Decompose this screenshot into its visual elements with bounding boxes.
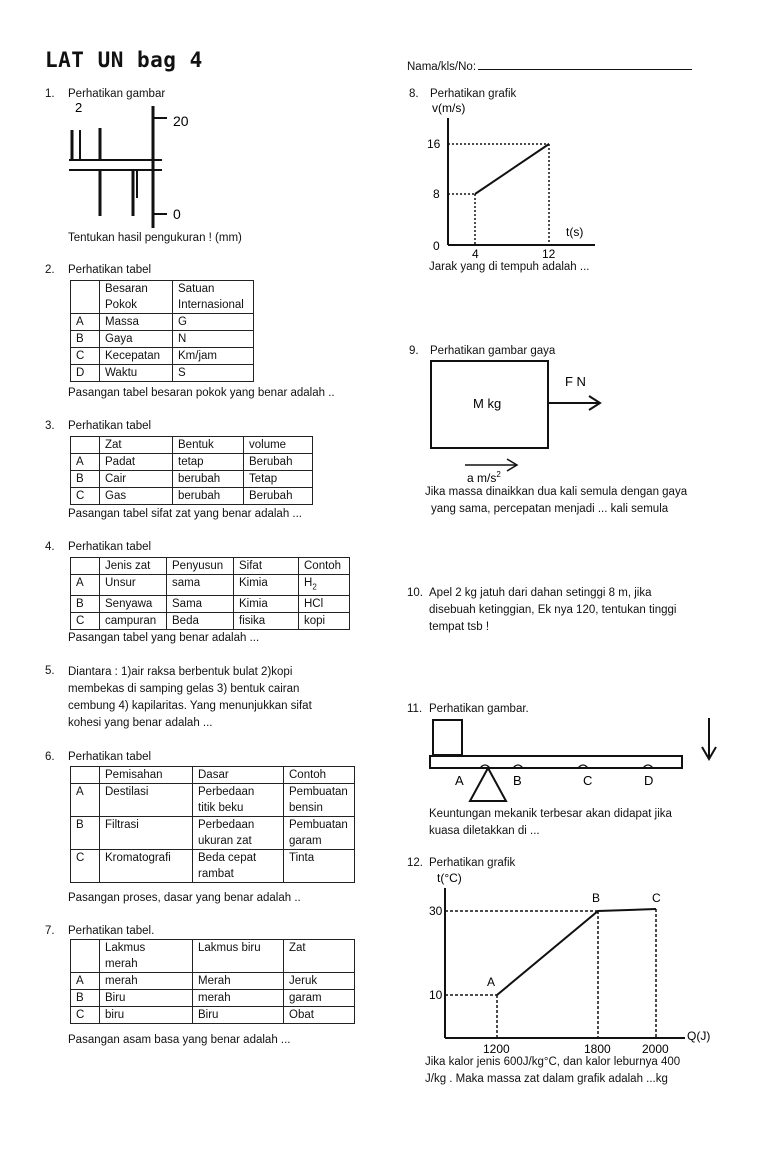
table-cell: Obat bbox=[284, 1007, 355, 1024]
q12-point-b: B bbox=[592, 891, 601, 905]
table-header-row bbox=[71, 940, 355, 973]
table-row bbox=[71, 575, 350, 596]
name-label: Nama/kls/No: bbox=[407, 61, 477, 73]
q5-text bbox=[68, 664, 312, 732]
table-cell: Gas bbox=[100, 488, 173, 505]
table-cell: kopi bbox=[299, 613, 350, 630]
q9-question bbox=[425, 484, 687, 518]
q1-prompt: Perhatikan gambar bbox=[68, 88, 166, 100]
table-cell: Tetap bbox=[244, 471, 313, 488]
table-header-cell: Zat bbox=[100, 437, 173, 454]
page-title: LAT UN bag 4 bbox=[45, 48, 203, 72]
table-cell: Pembuatan garam bbox=[284, 817, 355, 850]
q8-x4: 4 bbox=[472, 247, 479, 260]
q9-line: Jika massa dinaikkan dua kali semula dengan gaya bbox=[425, 486, 688, 498]
q3-question: Pasangan tabel sifat zat yang benar adalah ... bbox=[68, 508, 302, 520]
table-cell: $H_2$ bbox=[299, 575, 350, 596]
q10-line: Apel 2 kg jatuh dari dahan setinggi 8 m, jika bbox=[429, 587, 652, 599]
q11-point-d: D bbox=[644, 773, 654, 788]
q11-number: 11. bbox=[407, 703, 423, 715]
table-cell: Destilasi bbox=[100, 784, 193, 817]
table-cell: merah bbox=[193, 990, 284, 1007]
table-cell bbox=[71, 940, 100, 973]
q2-prompt: Perhatikan tabel bbox=[68, 264, 152, 276]
table-cell: C bbox=[71, 488, 100, 505]
table-cell: S bbox=[173, 365, 254, 382]
q7-prompt: Perhatikan tabel. bbox=[68, 925, 155, 937]
q12-x1800: 1800 bbox=[584, 1042, 611, 1056]
q11-line: Keuntungan mekanik terbesar akan didapat jika bbox=[429, 808, 672, 820]
q8-velocity-graph bbox=[420, 100, 600, 260]
q12-heating-curve bbox=[497, 909, 656, 995]
q6-table bbox=[70, 766, 355, 883]
q4-number: 4. bbox=[45, 541, 55, 553]
table-row bbox=[71, 365, 254, 382]
q12-xlabel: Q(J) bbox=[687, 1029, 711, 1043]
table-row bbox=[71, 471, 313, 488]
q5-line: Diantara : 1)air raksa berbentuk bulat 2)kopi bbox=[68, 666, 293, 678]
table-header-cell: Jenis zat bbox=[100, 558, 167, 575]
q8-origin: 0 bbox=[433, 239, 440, 253]
table-cell: Gaya bbox=[100, 331, 173, 348]
table-cell: Massa bbox=[100, 314, 173, 331]
q11-lever-figure bbox=[425, 715, 725, 805]
table-cell: Padat bbox=[100, 454, 173, 471]
q6-number: 6. bbox=[45, 751, 55, 763]
table-cell: Km/jam bbox=[173, 348, 254, 365]
q3-table bbox=[70, 436, 313, 505]
table-header-row bbox=[71, 558, 350, 575]
q8-number: 8. bbox=[409, 88, 419, 100]
table-cell bbox=[71, 281, 100, 314]
q10-line: disebuah ketinggian, Ek nya 120, tentukan tinggi bbox=[429, 604, 677, 616]
q1-number: 1. bbox=[45, 88, 55, 100]
table-cell: B bbox=[71, 471, 100, 488]
table-cell: Waktu bbox=[100, 365, 173, 382]
q11-prompt: Perhatikan gambar. bbox=[429, 703, 529, 715]
table-cell: Merah bbox=[193, 973, 284, 990]
q1-label-20: 20 bbox=[173, 113, 189, 129]
q8-prompt: Perhatikan grafik bbox=[430, 88, 517, 100]
table-cell: berubah bbox=[173, 488, 244, 505]
table-header-row bbox=[71, 281, 254, 314]
q11-load-box bbox=[433, 720, 462, 755]
q11-line: kuasa diletakkan di ... bbox=[429, 825, 540, 837]
q6-question: Pasangan proses, dasar yang benar adalah .. bbox=[68, 892, 301, 904]
q7-question: Pasangan asam basa yang benar adalah ... bbox=[68, 1034, 291, 1046]
q8-ylabel: v(m/s) bbox=[432, 101, 466, 115]
table-cell bbox=[71, 558, 100, 575]
name-input-line[interactable] bbox=[478, 57, 692, 70]
table-cell: Berubah bbox=[244, 454, 313, 471]
table-cell: Beda cepat rambat bbox=[193, 850, 284, 883]
table-cell: merah bbox=[100, 973, 193, 990]
q12-line: Jika kalor jenis 600J/kg°C, dan kalor leburnya 400 bbox=[425, 1056, 681, 1068]
table-header-row bbox=[71, 767, 355, 784]
name-field[interactable] bbox=[407, 57, 692, 73]
table-header-cell: Contoh bbox=[299, 558, 350, 575]
table-cell: sama bbox=[167, 575, 234, 596]
table-cell: Perbedaan titik beku bbox=[193, 784, 284, 817]
q2-question: Pasangan tabel besaran pokok yang benar adalah .. bbox=[68, 387, 335, 399]
q10-number: 10. bbox=[407, 587, 423, 599]
q12-question bbox=[425, 1054, 680, 1088]
q1-label-0: 0 bbox=[173, 206, 181, 222]
table-cell: Biru bbox=[100, 990, 193, 1007]
table-row bbox=[71, 817, 355, 850]
q9-number: 9. bbox=[409, 345, 419, 357]
table-cell: Beda bbox=[167, 613, 234, 630]
q11-point-a: A bbox=[455, 773, 464, 788]
q2-table bbox=[70, 280, 254, 382]
table-row bbox=[71, 973, 355, 990]
q8-y16: 16 bbox=[427, 137, 441, 151]
table-row bbox=[71, 348, 254, 365]
q11-question bbox=[429, 806, 672, 840]
table-row bbox=[71, 488, 313, 505]
table-cell: C bbox=[71, 1007, 100, 1024]
q5-line: cembung 4) kapilaritas. Yang menunjukkan sifat bbox=[68, 700, 312, 712]
table-header-cell: Besaran Pokok bbox=[100, 281, 173, 314]
q9-prompt: Perhatikan gambar gaya bbox=[430, 345, 556, 357]
table-header-cell: Pemisahan bbox=[100, 767, 193, 784]
q11-point-b: B bbox=[513, 773, 522, 788]
table-cell: HCl bbox=[299, 596, 350, 613]
table-cell: Kimia bbox=[234, 575, 299, 596]
table-cell: Berubah bbox=[244, 488, 313, 505]
table-row bbox=[71, 454, 313, 471]
q1-caliper-figure bbox=[55, 98, 215, 228]
q3-number: 3. bbox=[45, 420, 55, 432]
table-cell: B bbox=[71, 596, 100, 613]
table-cell: berubah bbox=[173, 471, 244, 488]
table-cell: Kromatografi bbox=[100, 850, 193, 883]
q5-number: 5. bbox=[45, 665, 55, 677]
table-header-cell: Penyusun bbox=[167, 558, 234, 575]
table-header-cell: Lakmus biru bbox=[193, 940, 284, 973]
table-cell: C bbox=[71, 613, 100, 630]
table-cell: Filtrasi bbox=[100, 817, 193, 850]
table-cell: A bbox=[71, 784, 100, 817]
q8-x12: 12 bbox=[542, 247, 556, 260]
table-cell: biru bbox=[100, 1007, 193, 1024]
table-cell: Unsur bbox=[100, 575, 167, 596]
table-cell: A bbox=[71, 973, 100, 990]
q8-xlabel: t(s) bbox=[566, 225, 584, 239]
q10-line: tempat tsb ! bbox=[429, 621, 490, 633]
q12-heat-graph bbox=[425, 868, 715, 1056]
table-cell: C bbox=[71, 348, 100, 365]
q12-x2000: 2000 bbox=[642, 1042, 669, 1056]
q3-prompt: Perhatikan tabel bbox=[68, 420, 152, 432]
q12-line: J/kg . Maka massa zat dalam grafik adalah ...kg bbox=[425, 1073, 668, 1085]
table-cell: campuran bbox=[100, 613, 167, 630]
table-row bbox=[71, 331, 254, 348]
q2-number: 2. bbox=[45, 264, 55, 276]
table-cell: garam bbox=[284, 990, 355, 1007]
q5-line: membekas di samping gelas 3) bentuk cairan bbox=[68, 683, 300, 695]
q12-number: 12. bbox=[407, 857, 423, 869]
q9-force-label: F N bbox=[565, 374, 586, 389]
q12-point-c: C bbox=[652, 891, 661, 905]
q4-question: Pasangan tabel yang benar adalah ... bbox=[68, 632, 260, 644]
q6-prompt: Perhatikan tabel bbox=[68, 751, 152, 763]
table-cell: Perbedaan ukuran zat bbox=[193, 817, 284, 850]
table-cell: fisika bbox=[234, 613, 299, 630]
table-cell: Biru bbox=[193, 1007, 284, 1024]
table-cell: C bbox=[71, 850, 100, 883]
q12-ylabel: t(°C) bbox=[437, 871, 462, 885]
table-cell: tetap bbox=[173, 454, 244, 471]
table-header-cell: Zat bbox=[284, 940, 355, 973]
table-cell: B bbox=[71, 331, 100, 348]
table-header-cell: Lakmus merah bbox=[100, 940, 193, 973]
table-header-cell: Sifat bbox=[234, 558, 299, 575]
table-header-cell: volume bbox=[244, 437, 313, 454]
q7-number: 7. bbox=[45, 925, 55, 937]
q12-y10: 10 bbox=[429, 988, 443, 1002]
table-header-row bbox=[71, 437, 313, 454]
table-cell: Tinta bbox=[284, 850, 355, 883]
q5-line: kohesi yang benar adalah ... bbox=[68, 717, 213, 729]
q12-prompt: Perhatikan grafik bbox=[429, 857, 516, 869]
table-cell: Pembuatan bensin bbox=[284, 784, 355, 817]
q12-y30: 30 bbox=[429, 904, 443, 918]
table-cell: Kimia bbox=[234, 596, 299, 613]
table-row bbox=[71, 314, 254, 331]
table-cell: A bbox=[71, 314, 100, 331]
table-cell: Senyawa bbox=[100, 596, 167, 613]
table-row bbox=[71, 596, 350, 613]
table-cell: Sama bbox=[167, 596, 234, 613]
table-row bbox=[71, 990, 355, 1007]
table-cell bbox=[71, 767, 100, 784]
q10-text bbox=[429, 585, 676, 636]
table-cell: B bbox=[71, 817, 100, 850]
table-row bbox=[71, 1007, 355, 1024]
q9-accel-label: a $m/s^2$ bbox=[467, 470, 501, 484]
table-row bbox=[71, 850, 355, 883]
q11-fulcrum-icon bbox=[470, 768, 506, 801]
table-cell: B bbox=[71, 990, 100, 1007]
table-cell bbox=[71, 437, 100, 454]
q9-mass-label: M kg bbox=[473, 396, 502, 411]
q9-force-figure bbox=[425, 358, 615, 484]
table-cell: G bbox=[173, 314, 254, 331]
table-cell: Cair bbox=[100, 471, 173, 488]
q4-table bbox=[70, 557, 350, 630]
table-cell: A bbox=[71, 575, 100, 596]
table-header-cell: Dasar bbox=[193, 767, 284, 784]
q1-question: Tentukan hasil pengukuran ! (mm) bbox=[68, 232, 242, 244]
table-header-cell: Satuan Internasional bbox=[173, 281, 254, 314]
table-row bbox=[71, 613, 350, 630]
q12-point-a: A bbox=[487, 975, 496, 989]
table-header-cell: Contoh bbox=[284, 767, 355, 784]
q11-point-c: C bbox=[583, 773, 593, 788]
table-cell: A bbox=[71, 454, 100, 471]
table-cell: Kecepatan bbox=[100, 348, 173, 365]
q9-line: yang sama, percepatan menjadi ... kali semula bbox=[431, 503, 669, 515]
q12-x1200: 1200 bbox=[483, 1042, 510, 1056]
table-cell: Jeruk bbox=[284, 973, 355, 990]
table-cell: D bbox=[71, 365, 100, 382]
q8-y8: 8 bbox=[433, 187, 440, 201]
q7-table bbox=[70, 939, 355, 1024]
q4-prompt: Perhatikan tabel bbox=[68, 541, 152, 553]
table-header-cell: Bentuk bbox=[173, 437, 244, 454]
q8-question: Jarak yang di tempuh adalah ... bbox=[429, 261, 590, 273]
q1-scale-top: 2 bbox=[75, 100, 83, 115]
q8-velocity-line bbox=[475, 144, 549, 194]
table-cell: N bbox=[173, 331, 254, 348]
table-row bbox=[71, 784, 355, 817]
